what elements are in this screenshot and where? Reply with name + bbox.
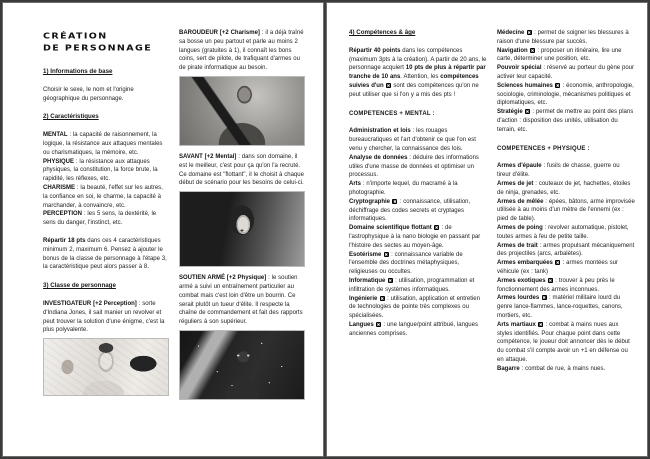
section-heading: 2) Caractéristiques [43, 113, 99, 121]
text-run: : épées, bâtons, arme improvisée utilisée à au moins d'un mètre de l'ennemi (ex : pied de table). [497, 198, 635, 223]
bold-text-run: Navigation [497, 47, 530, 54]
paragraph [43, 131, 169, 157]
paragraph [349, 224, 487, 250]
text-run: Choisir le sexe, le nom et l'origine géographique du personnage. [43, 86, 134, 102]
paragraph [497, 198, 635, 224]
cross-marker-icon: ✖ [542, 295, 546, 301]
cross-marker-icon: ✖ [556, 82, 560, 88]
paragraph [497, 162, 635, 180]
paragraph [349, 198, 487, 224]
paragraph [349, 154, 487, 180]
text-run: : armes montées sur véhicule (ex : tank) [497, 260, 618, 275]
paragraph [497, 29, 635, 47]
text-run: : combat de rue, à mains nues. [519, 365, 606, 372]
text-run: : armes propulsant mécaniquement des projectiles (arcs, arbalètes). [497, 242, 635, 258]
bold-text-run: Sciences humaines [497, 82, 555, 89]
paragraph [43, 158, 169, 184]
cross-marker-icon: ✖ [393, 198, 397, 204]
soutien-illustration [179, 330, 305, 400]
text-run: : il a déjà traîné sa bosse un peu partout et parle au moins 2 langues (gratuites à 1), il connaît les bons coins, sert de pilote, de trafiquant d'armes ou de pirate informatique au besoin. [179, 30, 304, 72]
text-run: : dans son domaine, il est le meilleur, c'est pour ça qu'on l'a recruté. Ce domaine est "flottant", il le choisit à chaque début de scénario pour les besoins de celui-ci. [179, 153, 304, 187]
page-right [326, 2, 648, 457]
paragraph [497, 108, 635, 134]
text-run: : connaissance variable de l'ensemble des doctrines métaphysiques, religieuses ou occultes. [349, 251, 463, 276]
paragraph [349, 127, 487, 153]
bold-text-run: Arts [349, 181, 362, 188]
bold-text-run: Ingénierie [349, 295, 380, 302]
cross-marker-icon: ✖ [548, 277, 553, 283]
bold-text-run: Armes d'épaule [497, 163, 542, 170]
text-run: : la beauté, l'effet sur les autres, la confiance en soi, le charme, la capacité à marchander, à convaincre, etc. [43, 184, 163, 209]
cross-marker-icon: ✖ [556, 260, 560, 266]
section-heading: 4) Compétences & âge [349, 29, 416, 36]
subsection-heading: COMPETENCES + MENTAL : [349, 110, 435, 117]
text-run: : utilisation, application et entretien de technologies de pointe très complexes ou spécialisées. [349, 295, 480, 320]
bold-text-run: Armes lourdes [497, 295, 542, 302]
paragraph [497, 242, 635, 260]
text-run: : les 5 sens, la dextérité, le sens du danger, l'instinct, etc. [43, 211, 157, 227]
page-left [2, 2, 324, 457]
paragraph [349, 180, 487, 198]
paragraph [349, 321, 487, 339]
cross-marker-icon: ✖ [525, 109, 530, 115]
page-left-column-2 [179, 29, 305, 446]
bold-text-run: Répartir 40 points [349, 47, 401, 54]
doc-title-line: CRÉATION [43, 31, 108, 42]
bold-text-run: Informatique [349, 277, 388, 284]
paragraph [497, 365, 635, 374]
bold-text-run: BAROUDEUR [+2 Charisme] [179, 30, 260, 36]
bold-text-run: Bagarre [497, 365, 520, 372]
cross-marker-icon: ✖ [386, 82, 391, 88]
paragraph [497, 321, 635, 365]
text-run: sont des compétences qu'on ne peut utiliser que si l'on y a mis des pts ! [349, 82, 479, 98]
text-run: : fusils de chasse, guerre ou tireur d'élite. [497, 163, 620, 179]
bold-text-run: Armes exotiques [497, 277, 548, 284]
paragraph [349, 47, 487, 100]
text-run: : connaissance, utilisation, déchiffrage des codes secrets et cryptages informatiques. [349, 198, 471, 223]
paragraph [349, 277, 487, 295]
paragraph [43, 184, 169, 210]
bold-text-run: compétences suivies d'un [349, 74, 479, 89]
bold-text-run: Administration et lois [349, 128, 411, 135]
paragraph [497, 180, 635, 198]
bold-text-run: 10 pts de plus à répartir par tranche de 10 ans [349, 65, 486, 81]
cross-marker-icon: ✖ [538, 321, 543, 327]
paragraph [43, 86, 169, 104]
page-left-inner [3, 3, 323, 456]
text-run: : sorte d'Indiana Jones, il sait manier un revolver et peut trouver la solution d'une énigme, c'est la plus polyvalente. [43, 300, 165, 334]
cross-marker-icon: ✖ [384, 251, 388, 257]
bold-text-run: PHYSIQUE [43, 158, 75, 165]
bold-text-run: Esotérisme [349, 251, 384, 258]
text-run: : de l'astrophysique à la nano biologie en passant par l'histoire des sectes au moyen-âge. [349, 225, 481, 249]
doc-title [43, 31, 169, 54]
paragraph [497, 82, 635, 108]
paragraph [43, 300, 169, 335]
cross-marker-icon: ✖ [376, 321, 381, 327]
page-right-column-2 [497, 29, 635, 446]
paragraph [349, 251, 487, 277]
paragraph [179, 29, 305, 73]
paragraph [497, 294, 635, 320]
bold-text-run: Arts martiaux [497, 321, 538, 328]
text-run: : déduire des informations utiles d'une masse de données et optimiser un processus. [349, 154, 479, 179]
page-left-column-1 [43, 29, 169, 446]
paragraph [179, 274, 305, 327]
text-run: : combat à mains nues aux styles identifiés. Pour chaque point dans cette compétence, le joueur doit annoncer dès le début du combat s'il compte avoir un +1 en défense ou en attaque. [497, 321, 630, 363]
cross-marker-icon: ✖ [527, 30, 531, 35]
paragraph [349, 295, 487, 321]
text-run: : trouver à peu près le fonctionnement des armes inconnues. [497, 277, 615, 293]
bold-text-run: Langues [349, 321, 376, 328]
bold-text-run: INVESTIGATEUR [+2 Perception] [43, 300, 137, 307]
subsection-heading: COMPETENCES + PHYSIQUE : [497, 145, 590, 152]
bold-text-run: CHARISME [43, 184, 76, 191]
bold-text-run: Armes de trait [497, 242, 538, 249]
cross-marker-icon: ✖ [380, 295, 384, 301]
bold-text-run: Armes embarquées [497, 260, 555, 267]
text-run: : la capacité de raisonnement, la logique, la résistance aux attaques mentales ou charismatiques, la mémoire, etc. [43, 132, 163, 156]
bold-text-run: Domaine scientifique flottant [349, 225, 434, 232]
cross-marker-icon: ✖ [530, 47, 535, 53]
bold-text-run: Analyse de données [349, 154, 408, 161]
paragraph [43, 237, 169, 272]
text-run: : revolver automatique, pistolet, toutes armes à feu de petite taille. [497, 224, 629, 240]
paragraph [497, 259, 635, 277]
text-run: : permet de soigner les blessures à raison d'une blessure par succès. [497, 30, 629, 45]
bold-text-run: Stratégie [497, 109, 525, 116]
text-run: : une langue/point attribué, langues anciennes comprises. [349, 321, 478, 337]
paragraph [179, 153, 305, 188]
text-run: : n'importe lequel, du macramé à la photographie. [349, 181, 458, 196]
paragraph [497, 47, 635, 65]
paragraph [497, 64, 635, 82]
section-heading: 3) Classe de personnage [43, 282, 116, 290]
text-run: . Attention, les [400, 74, 441, 81]
text-run: dans ces 4 caractéristiques minimum 2, maximum 6. Pensez à ajouter le bonus de la classe de personnage à l'étape 3, la caractéristique peut alors passer à 8. [43, 237, 167, 271]
text-run: : réservé au porteur du gène pour activer leur capacité. [497, 65, 635, 80]
text-run: : matériel militaire lourd du genre lance-flammes, lance-roquettes, canons, mortiers, etc. [497, 295, 623, 319]
section-heading: 1) Informations de base [43, 68, 113, 75]
page-right-inner [327, 3, 647, 456]
bold-text-run: Armes de mêlée [497, 198, 544, 205]
paragraph [497, 224, 635, 242]
bold-text-run: SAVANT [+2 Mental] [179, 153, 237, 160]
bold-text-run: Pouvoir spécial [497, 65, 542, 72]
text-run: dans les compétences (maximum 3pts à la création). A partir de 20 ans, le personnage acquiert [349, 47, 487, 72]
text-run: : permet de mettre au point des plans d'action : disposition des unités, utilisation du terrain, etc. [497, 109, 634, 133]
text-run: : utilisation, programmation et infiltration de systèmes informatiques. [349, 277, 475, 293]
baroudeur-illustration [179, 76, 305, 146]
page-right-column-1 [349, 29, 487, 446]
bold-text-run: SOUTIEN ARMÉ [+2 Physique] [179, 275, 267, 282]
text-run: : couteaux de jet, hachettes, étoiles de ninja, grenades, etc. [497, 180, 631, 196]
text-run: : le soutien armé a suivi un entraînement particulier au combat mais c'est loin d'être un bourrin. Ce serait plutôt un tueur d'élite. Il respecte la chaîne de commandement et fait des rapports réguliers à son supérieur. [179, 275, 303, 326]
bold-text-run: Médecine [497, 30, 527, 36]
bold-text-run: MENTAL [43, 132, 68, 139]
investigateur-illustration [43, 338, 169, 396]
savant-illustration [179, 191, 305, 267]
paragraph [43, 210, 169, 228]
cross-marker-icon: ✖ [388, 277, 392, 283]
text-run: : les rouages bureaucratiques et l'art d'obtenir ce que l'on est venu y chercher, la connaissance des lois. [349, 128, 476, 152]
text-run: : économie, anthropologie, sociologie, criminologie, mécanismes politiques et diplomatiques, etc. [497, 82, 634, 107]
text-run: : la résistance aux attaques physiques, la constitution, la force brute, la rapidité, les réflexes, etc. [43, 158, 158, 183]
paragraph [497, 277, 635, 295]
doc-title-line: DE PERSONNAGE [43, 43, 153, 53]
bold-text-run: Armes de poing [497, 224, 543, 231]
cross-marker-icon: ✖ [434, 225, 439, 231]
bold-text-run: PERCEPTION [43, 211, 83, 218]
bold-text-run: Répartir 18 pts [43, 237, 86, 244]
bold-text-run: Cryptographie [349, 198, 392, 205]
bold-text-run: Armes de jet [497, 180, 534, 187]
text-run: : proposer un itinéraire, lire une carte, déterminer une position, etc. [497, 47, 622, 63]
